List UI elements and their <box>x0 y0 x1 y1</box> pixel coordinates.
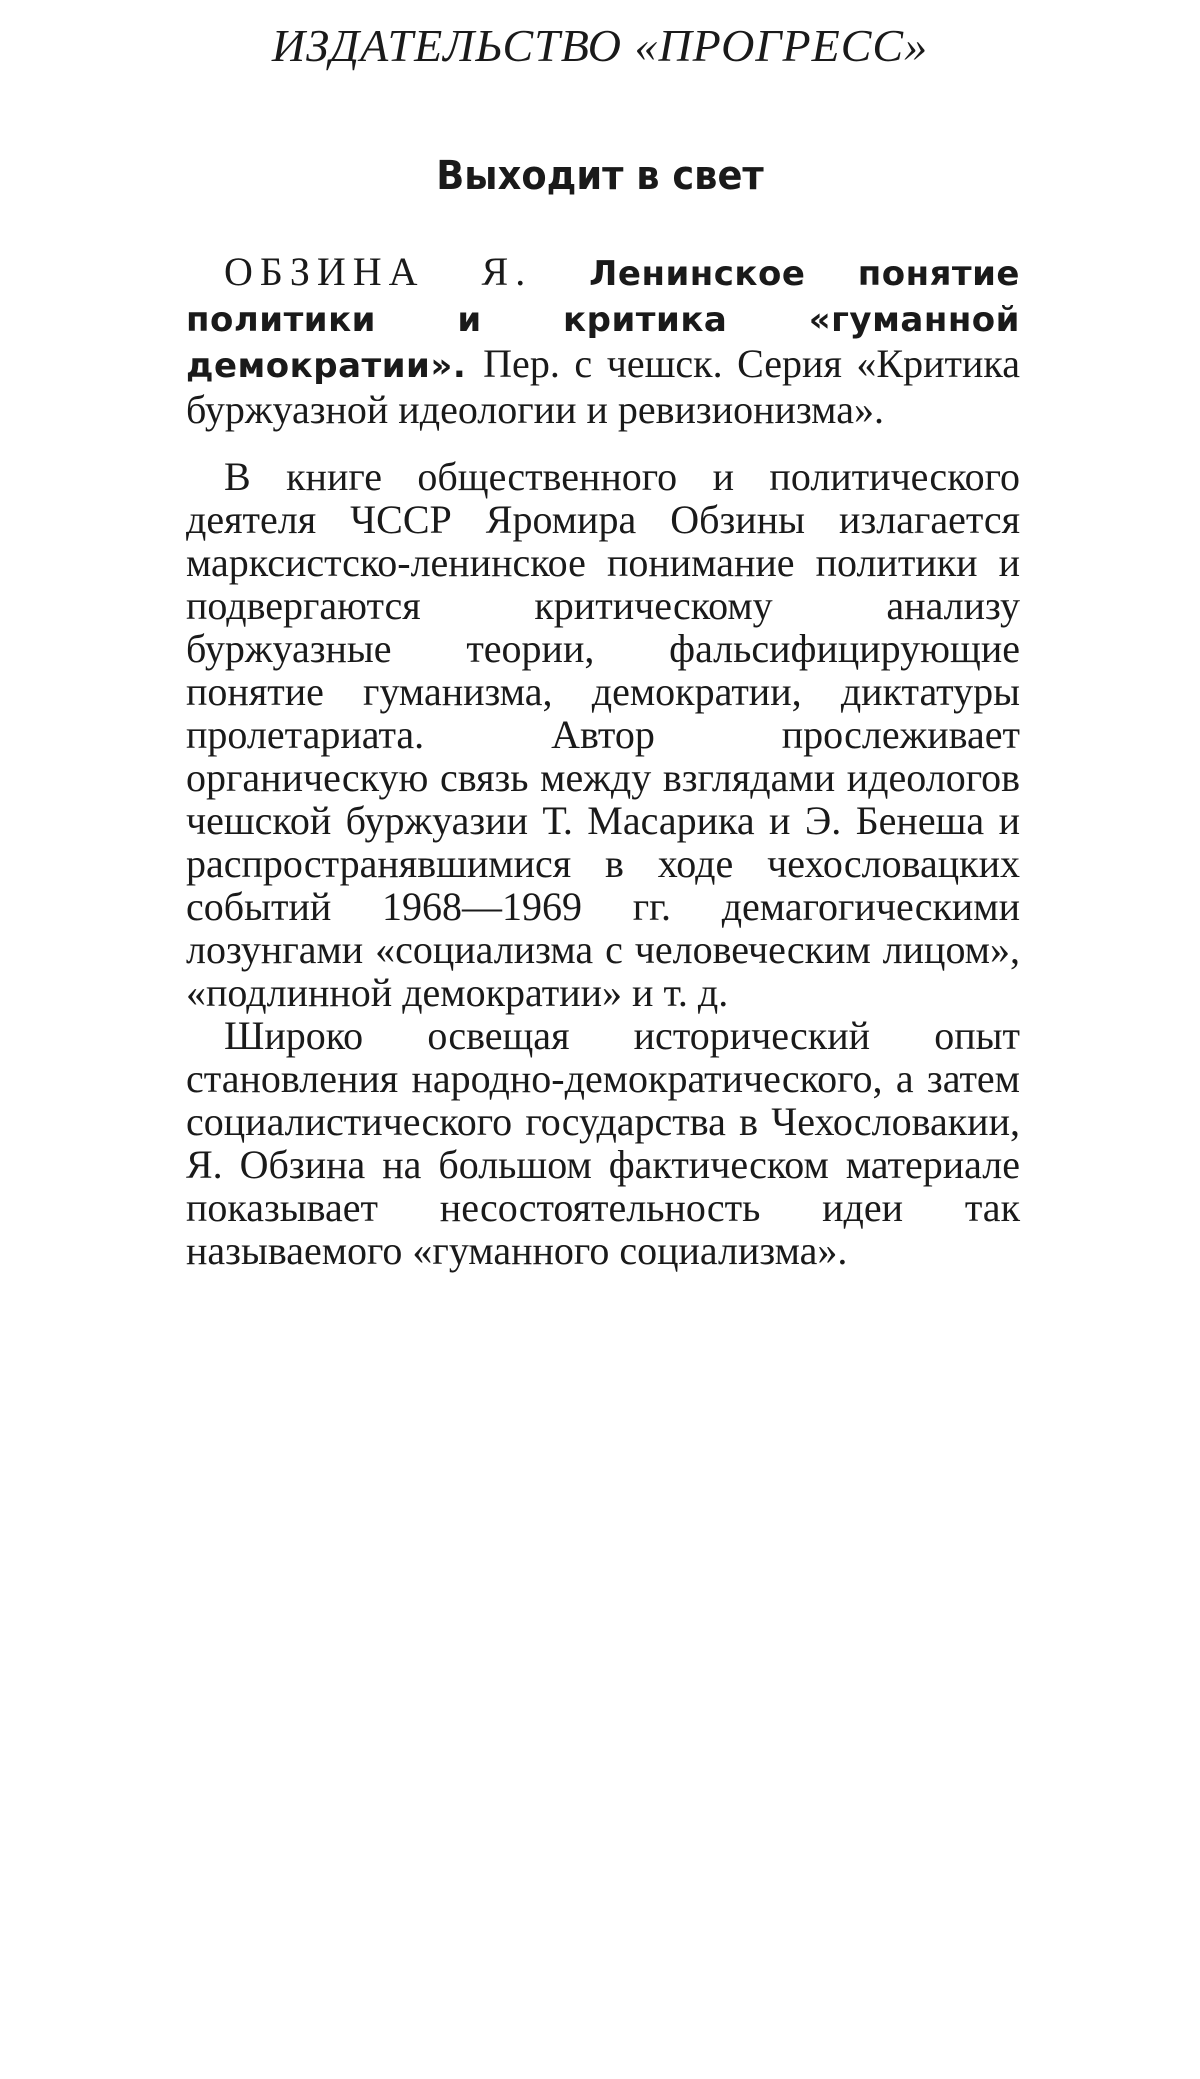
book-entry <box>186 250 1020 431</box>
book-title: Ленинское понятие политики и критика «гуманной демократии». <box>186 254 1020 386</box>
description-paragraph: В книге общественного и политического деятеля ЧССР Яромира Обзины излагается марксистско-ленинское понимание политики и подвергаются критическому анализу буржуазные теории, фальсифицирующие понятие гуманизма, демократии, диктатуры пролетариата. Автор прослеживает органическую связь между взглядами идеологов чешской буржуазии Т. Масарика и Э. Бенеша и распространявшимися в ходе чехословацких событий 1968—1969 гг. демагогическими лозунгами «социализма с человеческим лицом», «подлинной демократии» и т. д. <box>186 454 1020 1015</box>
book-author: ОБЗИНА Я. <box>224 249 590 294</box>
section-heading: Выходит в свет <box>436 153 764 199</box>
book-details: Пер. с чешск. Серия «Критика буржуазной идеологии и ревизионизма». <box>186 341 1020 432</box>
book-description <box>186 455 1020 1272</box>
publisher-header: ИЗДАТЕЛЬСТВО «ПРОГРЕСС» <box>271 20 929 71</box>
description-paragraph: Широко освещая исторический опыт становления народно-демократического, а затем социалистического государства в Чехословакии, Я. Обзина на большом фактическом материале показывает несостоятельность идеи так называемого «гуманного социализма». <box>186 1013 1020 1273</box>
